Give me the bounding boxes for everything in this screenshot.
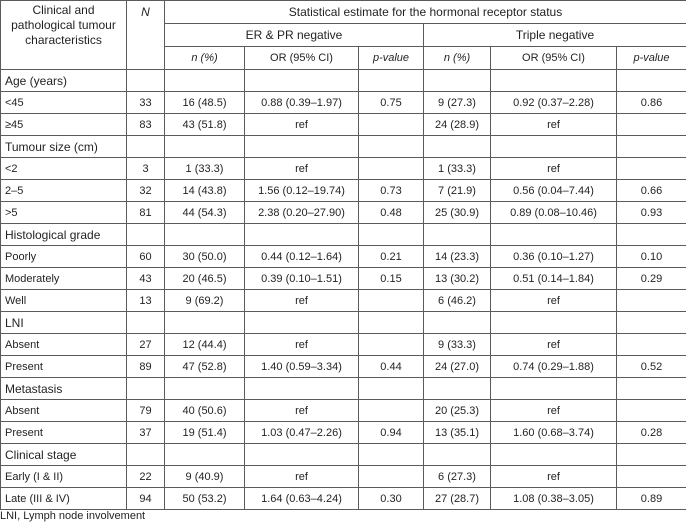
cell-triple-or: ref [491, 334, 617, 356]
subheader-n-pct [424, 47, 491, 70]
cell-n-total: 81 [127, 202, 165, 224]
cell-n-total: 37 [127, 422, 165, 444]
header-n: N [127, 1, 165, 70]
empty-cell [617, 224, 686, 246]
cell-er-pr-p [359, 158, 424, 180]
cell-er-pr-n-pct: 14 (43.8) [165, 180, 245, 202]
empty-cell [359, 136, 424, 158]
cell-er-pr-or: 0.88 (0.39–1.97) [245, 92, 359, 114]
empty-cell [127, 378, 165, 400]
empty-cell [165, 444, 245, 466]
cell-triple-p: 0.52 [617, 356, 686, 378]
cell-triple-n-pct: 13 (35.1) [424, 422, 491, 444]
row-label: Late (III & IV) [1, 488, 127, 510]
cell-triple-or: 0.36 (0.10–1.27) [491, 246, 617, 268]
empty-cell [491, 70, 617, 92]
cell-n-total: 89 [127, 356, 165, 378]
cell-er-pr-or: 0.39 (0.10–1.51) [245, 268, 359, 290]
cell-triple-p [617, 158, 686, 180]
cell-triple-or: 0.56 (0.04–7.44) [491, 180, 617, 202]
cell-triple-p [617, 114, 686, 136]
section-title: Histological grade [1, 224, 127, 246]
cell-triple-n-pct: 27 (28.7) [424, 488, 491, 510]
section-title: LNI [1, 312, 127, 334]
cell-er-pr-or: ref [245, 114, 359, 136]
cell-er-pr-n-pct: 9 (40.9) [165, 466, 245, 488]
header-group-er-pr: ER & PR negative [165, 24, 424, 47]
cell-triple-n-pct: 9 (27.3) [424, 92, 491, 114]
cell-triple-p [617, 400, 686, 422]
empty-cell [245, 444, 359, 466]
cell-er-pr-n-pct: 12 (44.4) [165, 334, 245, 356]
empty-cell [491, 444, 617, 466]
footnote: LNI, Lymph node involvement [0, 510, 146, 522]
table-row [1, 400, 686, 422]
cell-triple-n-pct: 25 (30.9) [424, 202, 491, 224]
table-row [1, 114, 686, 136]
cell-triple-n-pct: 7 (21.9) [424, 180, 491, 202]
empty-cell [424, 224, 491, 246]
empty-cell [359, 312, 424, 334]
cell-triple-n-pct: 14 (23.3) [424, 246, 491, 268]
cell-triple-n-pct: 6 (27.3) [424, 466, 491, 488]
cell-n-total: 13 [127, 290, 165, 312]
cell-triple-p [617, 334, 686, 356]
cell-n-total: 22 [127, 466, 165, 488]
row-label: 2–5 [1, 180, 127, 202]
cell-er-pr-p: 0.21 [359, 246, 424, 268]
empty-cell [359, 444, 424, 466]
cell-er-pr-p: 0.48 [359, 202, 424, 224]
empty-cell [359, 70, 424, 92]
section-row [1, 136, 686, 158]
section-title: Metastasis [1, 378, 127, 400]
empty-cell [127, 312, 165, 334]
cell-er-pr-or: 0.44 (0.12–1.64) [245, 246, 359, 268]
empty-cell [165, 136, 245, 158]
table-row [1, 422, 686, 444]
empty-cell [424, 136, 491, 158]
subheader-p: p-value [617, 47, 686, 70]
cell-triple-n-pct: 9 (33.3) [424, 334, 491, 356]
cell-triple-n-pct: 24 (28.9) [424, 114, 491, 136]
cell-n-total: 79 [127, 400, 165, 422]
cell-er-pr-or: ref [245, 466, 359, 488]
cell-triple-p: 0.66 [617, 180, 686, 202]
cell-triple-or: ref [491, 114, 617, 136]
table-row [1, 356, 686, 378]
row-label: <45 [1, 92, 127, 114]
cell-er-pr-or: ref [245, 290, 359, 312]
empty-cell [245, 312, 359, 334]
empty-cell [424, 378, 491, 400]
cell-er-pr-p: 0.15 [359, 268, 424, 290]
section-row [1, 224, 686, 246]
section-title: Age (years) [1, 70, 127, 92]
empty-cell [245, 224, 359, 246]
subheader-n-pct-text: n (%) [443, 52, 471, 64]
table-row [1, 202, 686, 224]
empty-cell [424, 444, 491, 466]
cell-n-total: 60 [127, 246, 165, 268]
empty-cell [491, 224, 617, 246]
cell-er-pr-n-pct: 9 (69.2) [165, 290, 245, 312]
cell-er-pr-p [359, 466, 424, 488]
cell-triple-p: 0.89 [617, 488, 686, 510]
cell-triple-n-pct: 6 (46.2) [424, 290, 491, 312]
cell-er-pr-n-pct: 47 (52.8) [165, 356, 245, 378]
row-label: Moderately [1, 268, 127, 290]
table-row [1, 268, 686, 290]
table-row [1, 158, 686, 180]
cell-n-total: 32 [127, 180, 165, 202]
table-row [1, 92, 686, 114]
row-label: Present [1, 356, 127, 378]
row-label: Poorly [1, 246, 127, 268]
cell-triple-or: 1.60 (0.68–3.74) [491, 422, 617, 444]
subheader-n-pct [165, 47, 245, 70]
empty-cell [165, 70, 245, 92]
table-row [1, 466, 686, 488]
empty-cell [165, 224, 245, 246]
cell-er-pr-p [359, 114, 424, 136]
section-row [1, 312, 686, 334]
cell-er-pr-p: 0.30 [359, 488, 424, 510]
cell-er-pr-n-pct: 19 (51.4) [165, 422, 245, 444]
row-label: Present [1, 422, 127, 444]
cell-triple-n-pct: 20 (25.3) [424, 400, 491, 422]
empty-cell [165, 378, 245, 400]
table-row [1, 246, 686, 268]
cell-er-pr-n-pct: 1 (33.3) [165, 158, 245, 180]
cell-triple-n-pct: 13 (30.2) [424, 268, 491, 290]
row-label: ≥45 [1, 114, 127, 136]
table-row [1, 488, 686, 510]
cell-er-pr-n-pct: 20 (46.5) [165, 268, 245, 290]
empty-cell [245, 70, 359, 92]
empty-cell [127, 224, 165, 246]
cell-triple-p: 0.86 [617, 92, 686, 114]
empty-cell [617, 70, 686, 92]
section-row [1, 378, 686, 400]
cell-er-pr-or: 1.03 (0.47–2.26) [245, 422, 359, 444]
cell-er-pr-p: 0.73 [359, 180, 424, 202]
cell-er-pr-or: 1.56 (0.12–19.74) [245, 180, 359, 202]
empty-cell [617, 444, 686, 466]
header-stat-title: Statistical estimate for the hormonal receptor status [165, 1, 686, 24]
subheader-or: OR (95% CI) [245, 47, 359, 70]
table-row [1, 180, 686, 202]
cell-er-pr-n-pct: 16 (48.5) [165, 92, 245, 114]
empty-cell [491, 136, 617, 158]
empty-cell [245, 378, 359, 400]
subheader-p: p-value [359, 47, 424, 70]
cell-er-pr-p [359, 334, 424, 356]
cell-triple-p [617, 466, 686, 488]
empty-cell [491, 378, 617, 400]
empty-cell [491, 312, 617, 334]
cell-er-pr-or: ref [245, 400, 359, 422]
empty-cell [127, 70, 165, 92]
row-label: <2 [1, 158, 127, 180]
subheader-n-pct-text: n (%) [191, 52, 218, 64]
cell-triple-p: 0.29 [617, 268, 686, 290]
empty-cell [359, 224, 424, 246]
cell-er-pr-or: ref [245, 158, 359, 180]
row-label: Absent [1, 400, 127, 422]
cell-triple-or: ref [491, 400, 617, 422]
cell-er-pr-p [359, 290, 424, 312]
cell-er-pr-p: 0.44 [359, 356, 424, 378]
cell-triple-or: 0.74 (0.29–1.88) [491, 356, 617, 378]
cell-triple-p: 0.10 [617, 246, 686, 268]
cell-triple-n-pct: 1 (33.3) [424, 158, 491, 180]
cell-er-pr-n-pct: 30 (50.0) [165, 246, 245, 268]
cell-er-pr-n-pct: 43 (51.8) [165, 114, 245, 136]
empty-cell [127, 136, 165, 158]
cell-er-pr-or: ref [245, 334, 359, 356]
header-characteristics: Clinical and pathological tumour characteristics [1, 1, 127, 70]
cell-triple-or: ref [491, 466, 617, 488]
empty-cell [617, 378, 686, 400]
section-row [1, 70, 686, 92]
section-title: Tumour size (cm) [1, 136, 127, 158]
row-label: Early (I & II) [1, 466, 127, 488]
empty-cell [617, 312, 686, 334]
cell-er-pr-or: 1.64 (0.63–4.24) [245, 488, 359, 510]
cell-n-total: 33 [127, 92, 165, 114]
subheader-or: OR (95% CI) [491, 47, 617, 70]
empty-cell [127, 444, 165, 466]
cell-triple-or: ref [491, 290, 617, 312]
row-label: >5 [1, 202, 127, 224]
cell-triple-p: 0.93 [617, 202, 686, 224]
cell-triple-or: 1.08 (0.38–3.05) [491, 488, 617, 510]
empty-cell [424, 312, 491, 334]
cell-n-total: 27 [127, 334, 165, 356]
cell-n-total: 94 [127, 488, 165, 510]
cell-er-pr-p: 0.75 [359, 92, 424, 114]
empty-cell [617, 136, 686, 158]
table-row [1, 334, 686, 356]
empty-cell [165, 312, 245, 334]
empty-cell [245, 136, 359, 158]
row-label: Well [1, 290, 127, 312]
cell-triple-n-pct: 24 (27.0) [424, 356, 491, 378]
header-group-triple: Triple negative [424, 24, 686, 47]
section-title: Clinical stage [1, 444, 127, 466]
cell-triple-or: ref [491, 158, 617, 180]
cell-n-total: 83 [127, 114, 165, 136]
cell-triple-or: 0.92 (0.37–2.28) [491, 92, 617, 114]
row-label: Absent [1, 334, 127, 356]
cell-triple-or: 0.51 (0.14–1.84) [491, 268, 617, 290]
cell-er-pr-or: 2.38 (0.20–27.90) [245, 202, 359, 224]
section-row [1, 444, 686, 466]
table-row [1, 290, 686, 312]
cell-er-pr-n-pct: 44 (54.3) [165, 202, 245, 224]
cell-triple-or: 0.89 (0.08–10.46) [491, 202, 617, 224]
empty-cell [359, 378, 424, 400]
cell-er-pr-n-pct: 50 (53.2) [165, 488, 245, 510]
cell-er-pr-p [359, 400, 424, 422]
cell-triple-p [617, 290, 686, 312]
cell-triple-p: 0.28 [617, 422, 686, 444]
cell-n-total: 43 [127, 268, 165, 290]
empty-cell [424, 70, 491, 92]
cell-er-pr-p: 0.94 [359, 422, 424, 444]
cell-n-total: 3 [127, 158, 165, 180]
cell-er-pr-n-pct: 40 (50.6) [165, 400, 245, 422]
cell-er-pr-or: 1.40 (0.59–3.34) [245, 356, 359, 378]
